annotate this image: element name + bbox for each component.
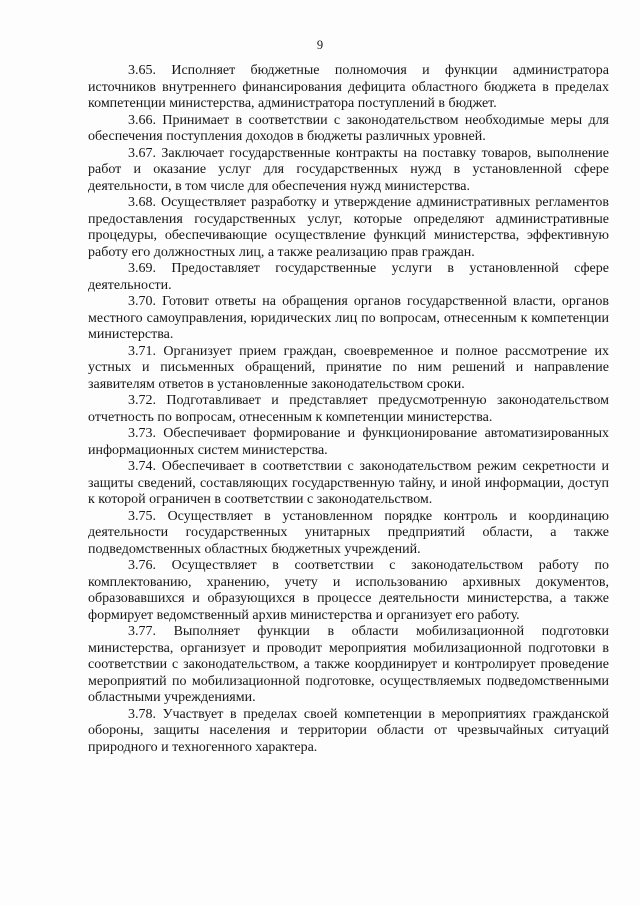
clause-3-78: 3.78. Участвует в пределах своей компетенции в мероприятиях гражданской обороны, защиты населения и территории области от чрезвычайных ситуаций природного и техногенного характера. xyxy=(88,706,609,755)
clause-3-70: 3.70. Готовит ответы на обращения органов государственной власти, органов местного самоуправления, юридических лиц по вопросам, отнесенным к компетенции министерства. xyxy=(88,294,609,342)
clause-3-66: 3.66. Принимает в соответствии с законодательством необходимые меры для обеспечения поступления доходов в бюджеты различных уровней. xyxy=(88,112,609,144)
clause-3-77: 3.77. Выполняет функции в области мобилизационной подготовки министерства, организует и проводит мероприятия мобилизационной подготовки в соответствии с законодательством, а также координирует и контролирует проведение мероприятий по мобилизационной подготовке, осуществляемых подведомственными областными учреждениями. xyxy=(88,624,609,705)
page-number: 9 xyxy=(316,38,324,52)
clause-3-65: 3.65. Исполняет бюджетные полномочия и функции администратора источников внутреннего финансирования дефицита областного бюджета в пределах компетенции министерства, администратора поступлений в бюджет. xyxy=(88,63,609,111)
clause-3-67: 3.67. Заключает государственные контракты на поставку товаров, выполнение работ и оказание услуг для государственных нужд в установленной сфере деятельности, в том числе для обеспечения нужд министерства. xyxy=(88,145,609,194)
clause-3-75: 3.75. Осуществляет в установленном порядке контроль и координацию деятельности государственных унитарных предприятий области, а также подведомственных областных бюджетных учреждений. xyxy=(88,508,609,557)
clause-3-76: 3.76. Осуществляет в соответствии с законодательством работу по комплектованию, хранению, учету и использованию архивных документов, образовавшихся и образующихся в процессе деятельности министерства, а также формирует ведомственный архив министерства и организует его работу. xyxy=(88,558,609,623)
clause-3-74: 3.74. Обеспечивает в соответствии с законодательством режим секретности и защиты сведений, составляющих государственную тайну, и иной информации, доступ к которой ограничен в соответствии с законодательством. xyxy=(88,459,609,507)
clause-3-71: 3.71. Организует прием граждан, своевременное и полное рассмотрение их устных и письменных обращений, принятие по ним решений и направление заявителям ответов в установленные законодательством сроки. xyxy=(88,343,609,392)
clause-3-72: 3.72. Подготавливает и представляет предусмотренную законодательством отчетность по вопросам, отнесенным к компетенции министерства. xyxy=(88,393,609,425)
clause-3-73: 3.73. Обеспечивает формирование и функционирование автоматизированных информационных систем министерства. xyxy=(88,426,609,458)
clause-3-69: 3.69. Предоставляет государственные услуги в установленной сфере деятельности. xyxy=(88,261,609,293)
document-body xyxy=(88,63,609,756)
clause-3-68: 3.68. Осуществляет разработку и утверждение административных регламентов предоставления государственных услуг, которые определяют административные процедуры, обеспечивающие осуществление функций министерства, эффективную работу его должностных лиц, а также реализацию прав граждан. xyxy=(88,195,609,260)
